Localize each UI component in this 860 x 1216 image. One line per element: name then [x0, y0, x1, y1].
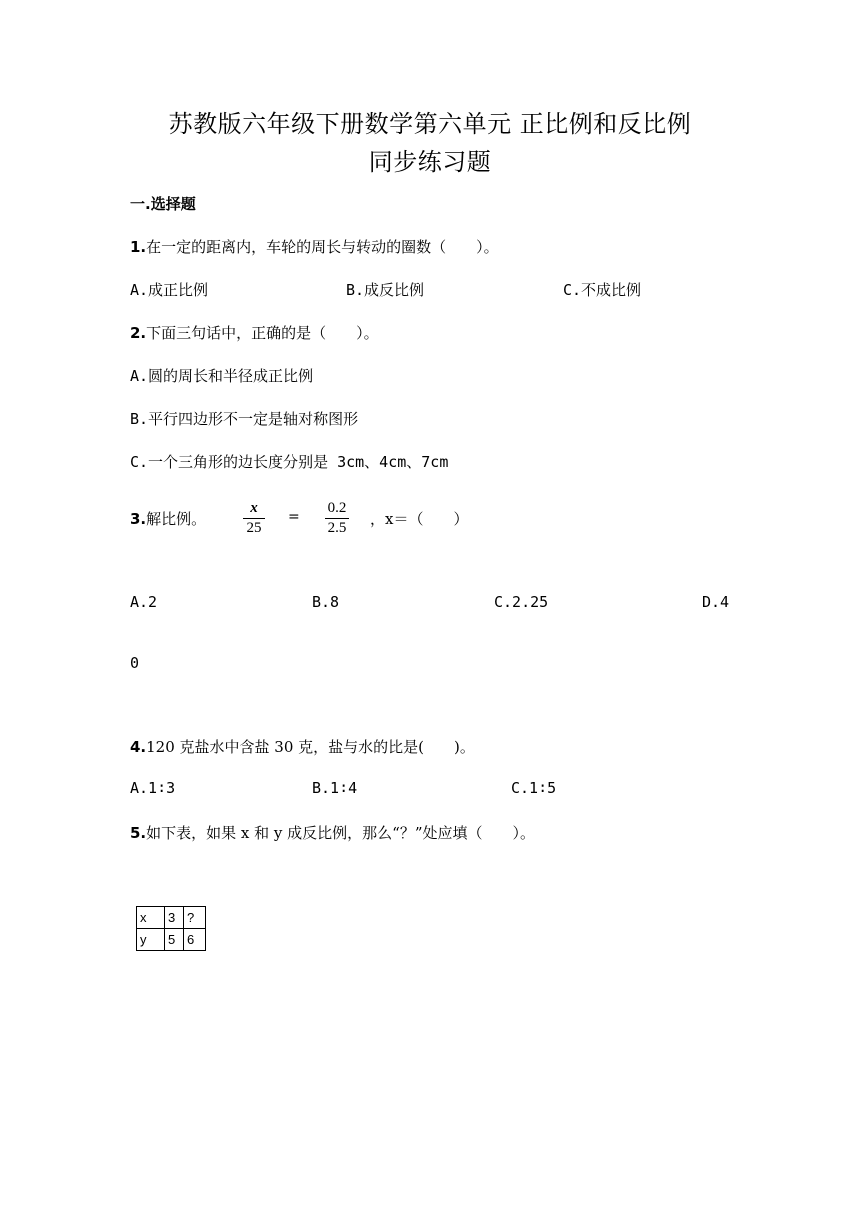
table-cell: ? [184, 907, 206, 929]
option-2c[interactable]: C.一个三角形的边长度分别是 3cm、4cm、7cm [130, 453, 449, 471]
table-cell: x [137, 907, 165, 929]
table-cell: 3 [165, 907, 184, 929]
fraction-denominator: 2.5 [327, 520, 347, 536]
page-subtitle: 同步练习题 [368, 148, 492, 176]
question-text: 如下表，如果 x 和 y 成反比例，那么“？”处应填（ ）。 [146, 824, 535, 842]
fraction-numerator: x [250, 500, 258, 516]
fraction-denominator: 25 [246, 520, 262, 536]
question-number: 4. [130, 738, 147, 756]
question-3-suffix: ，x＝（ ） [370, 510, 469, 528]
fraction-bar [325, 518, 349, 519]
question-4 [130, 736, 475, 757]
question-number: 2. [130, 324, 147, 342]
table-cell: 5 [165, 929, 184, 951]
section-heading: 一.选择题 [130, 195, 196, 213]
option-4a[interactable]: A.1∶3 [130, 779, 176, 797]
question-number: 5. [130, 824, 147, 842]
fraction-left [243, 500, 265, 537]
question-text: 解比例。 [146, 510, 207, 528]
equals-sign: = [288, 509, 300, 525]
option-2a[interactable]: A.圆的周长和半径成正比例 [130, 367, 314, 385]
value-table [136, 906, 206, 951]
option-3b[interactable]: B.8 [312, 593, 340, 611]
option-3d-overflow: 0 [130, 654, 140, 672]
table-row [137, 907, 206, 929]
question-text: 在一定的距离内，车轮的周长与转动的圈数（ ）。 [146, 238, 499, 256]
question-3 [130, 508, 206, 529]
option-2b[interactable]: B.平行四边形不一定是轴对称图形 [130, 410, 359, 428]
fraction-bar [243, 518, 265, 519]
option-4c[interactable]: C.1∶5 [511, 779, 557, 797]
question-text: 120 克盐水中含盐 30 克，盐与水的比是( )。 [146, 738, 475, 756]
option-1c[interactable]: C.不成比例 [563, 281, 642, 299]
question-text: 下面三句话中，正确的是（ ）。 [146, 324, 379, 342]
option-1a[interactable]: A.成正比例 [130, 281, 209, 299]
table-cell: y [137, 929, 165, 951]
page-title: 苏教版六年级下册数学第六单元 正比例和反比例 [168, 110, 692, 138]
question-number: 3. [130, 510, 147, 528]
fraction-numerator: 0.2 [327, 500, 347, 516]
table-cell: 6 [184, 929, 206, 951]
fraction-right [325, 500, 349, 537]
option-1b[interactable]: B.成反比例 [346, 281, 425, 299]
question-1 [130, 236, 499, 257]
option-3c[interactable]: C.2.25 [494, 593, 549, 611]
question-number: 1. [130, 238, 147, 256]
option-3a[interactable]: A.2 [130, 593, 158, 611]
option-3d[interactable]: D.4 [702, 593, 730, 611]
question-5 [130, 822, 535, 843]
option-4b[interactable]: B.1∶4 [312, 779, 358, 797]
question-2 [130, 322, 379, 343]
table-row [137, 929, 206, 951]
